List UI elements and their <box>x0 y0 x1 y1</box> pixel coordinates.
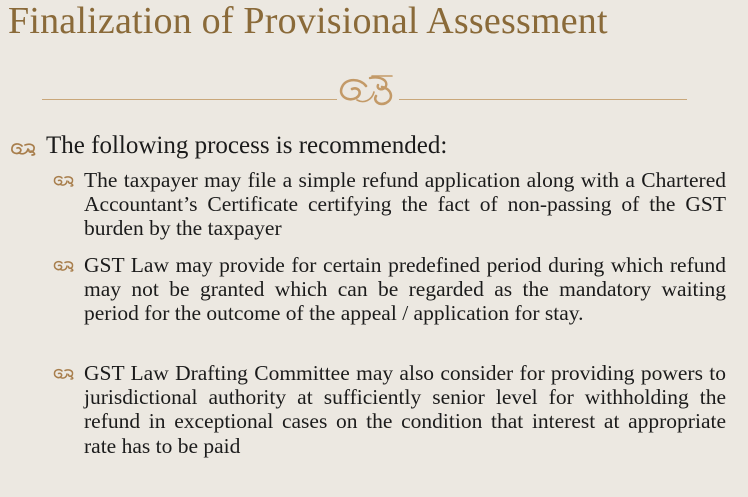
curl-bullet-icon <box>53 175 75 187</box>
list-item-text: GST Law Drafting Committee may also consider for providing powers to jurisdictional authority at sufficiently senior level for withholding the refund in exceptional cases on the condition that interest at appropriate rate has to be paid <box>84 361 726 458</box>
curl-bullet-icon <box>53 368 75 380</box>
list-item-text: The taxpayer may file a simple refund application along with a Chartered Accountant’s Certificate certifying the fact of non-passing of the GST burden by the taxpayer <box>84 168 726 241</box>
curl-bullet-icon <box>10 142 38 156</box>
intro-text: The following process is recommended: <box>46 132 448 159</box>
title-divider <box>42 72 687 108</box>
list-item-text: GST Law may provide for certain predefined period during which refund may not be granted which can be regarded as the mandatory waiting period for the outcome of the appeal / application for stay. <box>84 253 726 326</box>
flourish-ornament-icon <box>336 72 400 108</box>
curl-bullet-icon <box>53 260 75 272</box>
divider-rule-right <box>399 99 687 100</box>
slide-title: Finalization of Provisional Assessment <box>8 0 608 42</box>
divider-rule-left <box>42 99 337 100</box>
